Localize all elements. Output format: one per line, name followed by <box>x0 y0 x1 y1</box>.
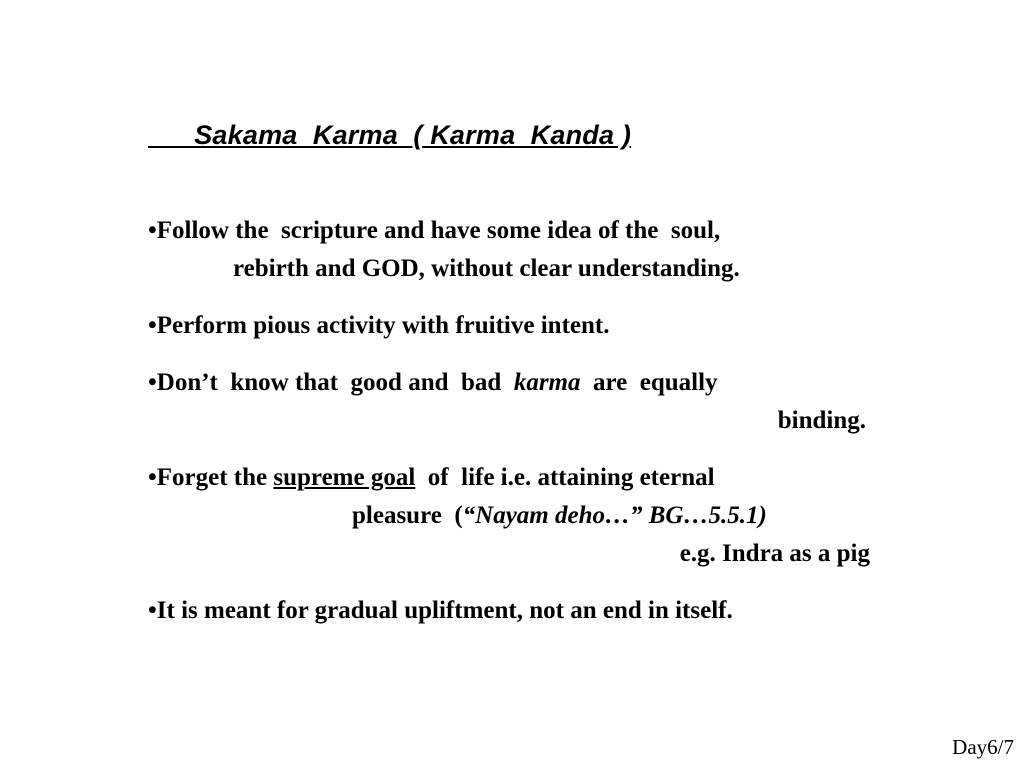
bullet-text: are equally <box>580 369 718 396</box>
bullet-marker: • <box>148 464 157 491</box>
bullet-continuation <box>148 497 888 535</box>
bullet-text: of life i.e. attaining eternal <box>415 464 715 491</box>
bullet-marker: • <box>148 217 157 244</box>
bullet-continuation: rebirth and GOD, without clear understanding. <box>233 255 740 282</box>
bullet-line <box>148 212 888 250</box>
italic-reference: “Nayam deho…” BG…5.5.1) <box>462 502 767 529</box>
bullet-line <box>148 592 888 630</box>
bullet-continuation: e.g. Indra as a pig <box>679 540 870 567</box>
bullet-continuation: binding. <box>777 407 866 434</box>
bullet-text: Follow the scripture and have some idea of the soul, <box>156 217 721 244</box>
bullet-item <box>148 307 888 345</box>
bullet-text: Don’t know that good and bad <box>156 369 514 396</box>
bullet-marker: • <box>148 312 157 339</box>
bullet-line <box>148 364 888 402</box>
bullet-marker: • <box>148 597 157 624</box>
bullet-item <box>148 592 888 630</box>
bullet-line <box>148 307 888 345</box>
italic-term: karma <box>513 369 581 396</box>
bullet-text: It is meant for gradual upliftment, not an end in itself. <box>156 597 733 624</box>
bullet-item <box>148 364 888 440</box>
bullet-text: pleasure ( <box>352 502 463 529</box>
bullet-item <box>148 459 888 573</box>
slide-title: Sakama Karma ( Karma Kanda ) <box>148 120 632 150</box>
bullet-list <box>148 212 888 649</box>
bullet-text: Forget the <box>156 464 274 491</box>
underlined-term: supreme goal <box>273 464 416 491</box>
bullet-marker: • <box>148 369 157 396</box>
slide-footer: Day6/7 <box>952 735 1014 759</box>
bullet-text: Perform pious activity with fruitive intent. <box>156 312 610 339</box>
bullet-line <box>148 459 888 497</box>
bullet-item <box>148 212 888 288</box>
